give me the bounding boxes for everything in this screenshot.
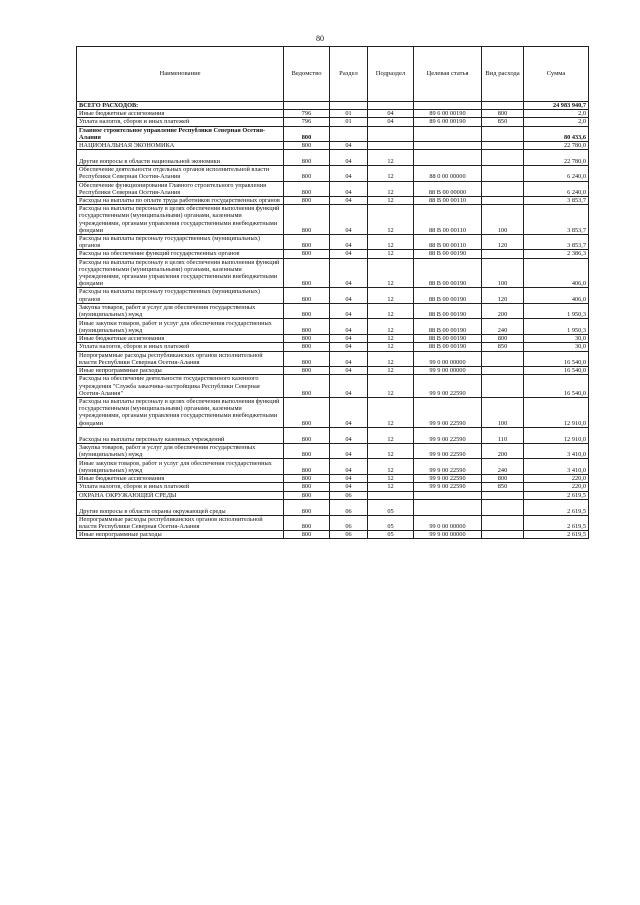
cell-razd: 04 (330, 319, 368, 335)
cell-vid (482, 102, 524, 110)
cell-podrazd (368, 126, 414, 141)
cell-podrazd: 12 (368, 205, 414, 235)
table-row (77, 150, 589, 166)
cell-name: Обеспечение деятельности отдельных органов исполнительной власти Республики Северная Осетия-Алания (77, 166, 284, 181)
cell-razd: 04 (330, 367, 368, 375)
cell-target: 99 9 00 00000 (414, 367, 482, 375)
cell-sum: 1 950,3 (524, 319, 589, 335)
cell-vid (482, 367, 524, 375)
cell-ved: 800 (284, 343, 330, 351)
cell-target (414, 102, 482, 110)
table-row (77, 142, 589, 150)
cell-vid: 200 (482, 443, 524, 458)
cell-sum: 1 950,3 (524, 303, 589, 318)
cell-ved: 800 (284, 427, 330, 443)
cell-podrazd: 12 (368, 335, 414, 343)
cell-vid (482, 181, 524, 196)
cell-razd: 04 (330, 142, 368, 150)
cell-podrazd: 12 (368, 235, 414, 250)
cell-sum: 30,0 (524, 335, 589, 343)
table-row (77, 351, 589, 366)
cell-ved: 800 (284, 483, 330, 491)
cell-vid (482, 250, 524, 258)
cell-target: 88 В 00 00190 (414, 303, 482, 318)
table-row (77, 197, 589, 205)
cell-vid (482, 197, 524, 205)
cell-name: Иные бюджетные ассигнования (77, 335, 284, 343)
cell-podrazd (368, 142, 414, 150)
cell-vid (482, 126, 524, 141)
cell-target: 88 В 00 00110 (414, 197, 482, 205)
cell-podrazd: 12 (368, 288, 414, 303)
table-row (77, 181, 589, 196)
table-row (77, 459, 589, 475)
cell-sum: 2 619,5 (524, 515, 589, 530)
cell-vid (482, 515, 524, 530)
table-row (77, 319, 589, 335)
cell-razd: 04 (330, 397, 368, 427)
cell-podrazd: 12 (368, 197, 414, 205)
cell-ved: 800 (284, 319, 330, 335)
cell-razd (330, 102, 368, 110)
cell-podrazd: 12 (368, 427, 414, 443)
cell-sum: 2 619,5 (524, 499, 589, 515)
cell-target: 88 В 00 00190 (414, 343, 482, 351)
cell-sum: 6 240,0 (524, 181, 589, 196)
cell-vid (482, 491, 524, 499)
cell-target (414, 499, 482, 515)
cell-target: 88 В 00 00000 (414, 181, 482, 196)
cell-ved: 800 (284, 142, 330, 150)
cell-name: Иные закупки товаров, работ и услуг для обеспечения государственных (муниципальных) нужд (77, 459, 284, 475)
cell-razd: 04 (330, 375, 368, 398)
cell-podrazd: 12 (368, 443, 414, 458)
cell-sum: 406,0 (524, 258, 589, 288)
cell-sum: 24 983 940,7 (524, 102, 589, 110)
cell-vid: 800 (482, 475, 524, 483)
cell-ved: 800 (284, 351, 330, 366)
cell-sum: 2 619,5 (524, 491, 589, 499)
cell-vid: 240 (482, 459, 524, 475)
table-row (77, 250, 589, 258)
cell-name: Закупка товаров, работ и услуг для обеспечения государственных (муниципальных) нужд (77, 443, 284, 458)
cell-podrazd: 12 (368, 250, 414, 258)
cell-razd: 06 (330, 499, 368, 515)
cell-razd: 04 (330, 351, 368, 366)
cell-ved: 800 (284, 235, 330, 250)
table-row (77, 288, 589, 303)
cell-ved: 800 (284, 397, 330, 427)
cell-name: Иные непрограммные расходы (77, 367, 284, 375)
cell-name: Другие вопросы в области охраны окружающей среды (77, 499, 284, 515)
table-header-row (77, 47, 589, 102)
budget-table (76, 46, 589, 539)
cell-sum: 6 240,0 (524, 166, 589, 181)
cell-ved: 800 (284, 515, 330, 530)
cell-target: 88 В 00 00110 (414, 205, 482, 235)
table-body (77, 102, 589, 539)
cell-name: Главное строительное управление Республики Северная Осетия-Алания (77, 126, 284, 141)
cell-target: 88 В 00 00190 (414, 319, 482, 335)
cell-name: Расходы на обеспечение функций государственных органов (77, 250, 284, 258)
cell-podrazd: 04 (368, 118, 414, 126)
cell-ved: 800 (284, 459, 330, 475)
cell-vid (482, 166, 524, 181)
cell-vid: 100 (482, 397, 524, 427)
cell-razd: 04 (330, 335, 368, 343)
cell-name: Иные непрограммные расходы (77, 531, 284, 539)
cell-podrazd: 04 (368, 110, 414, 118)
cell-ved: 800 (284, 335, 330, 343)
table-row (77, 531, 589, 539)
cell-ved: 800 (284, 258, 330, 288)
cell-ved: 800 (284, 126, 330, 141)
cell-vid: 100 (482, 258, 524, 288)
cell-target: 88 В 00 00110 (414, 235, 482, 250)
cell-sum: 12 910,0 (524, 427, 589, 443)
cell-razd: 04 (330, 181, 368, 196)
cell-sum: 22 780,0 (524, 142, 589, 150)
cell-podrazd: 12 (368, 475, 414, 483)
table-row (77, 427, 589, 443)
table-row (77, 475, 589, 483)
table-row (77, 118, 589, 126)
cell-sum: 220,0 (524, 483, 589, 491)
cell-razd: 01 (330, 110, 368, 118)
cell-vid: 800 (482, 110, 524, 118)
cell-razd: 04 (330, 483, 368, 491)
cell-ved: 800 (284, 443, 330, 458)
column-header-razd: Раздел (330, 47, 368, 102)
cell-target: 89 6 00 00190 (414, 110, 482, 118)
cell-name: Закупка товаров, работ и услуг для обеспечения государственных (муниципальных) нужд (77, 303, 284, 318)
cell-target: 99 9 00 00000 (414, 531, 482, 539)
table-row (77, 166, 589, 181)
cell-sum: 2,0 (524, 110, 589, 118)
cell-target: 99 0 00 00000 (414, 351, 482, 366)
cell-target: 88 В 00 00190 (414, 250, 482, 258)
cell-name: Уплата налогов, сборов и иных платежей (77, 343, 284, 351)
cell-podrazd: 12 (368, 351, 414, 366)
page-number: 80 (316, 34, 324, 43)
cell-target: 99 9 00 22590 (414, 459, 482, 475)
column-header-vid: Вид расхода (482, 47, 524, 102)
cell-podrazd: 12 (368, 319, 414, 335)
cell-target: 99 9 00 22590 (414, 475, 482, 483)
table-row (77, 483, 589, 491)
cell-sum: 16 540,0 (524, 351, 589, 366)
cell-sum: 30,0 (524, 343, 589, 351)
cell-podrazd: 12 (368, 483, 414, 491)
cell-target: 99 9 00 22590 (414, 397, 482, 427)
cell-razd: 04 (330, 303, 368, 318)
table-row (77, 499, 589, 515)
cell-vid: 850 (482, 343, 524, 351)
cell-name: НАЦИОНАЛЬНАЯ ЭКОНОМИКА (77, 142, 284, 150)
cell-target (414, 150, 482, 166)
cell-razd: 04 (330, 235, 368, 250)
cell-target: 99 0 00 00000 (414, 515, 482, 530)
cell-name: Непрограммные расходы республиканских органов исполнительной власти Республики Северная Осетия-Алания (77, 351, 284, 366)
cell-name: Расходы на выплаты по оплате труда работников государственных органов (77, 197, 284, 205)
table-row (77, 491, 589, 499)
cell-sum: 220,0 (524, 475, 589, 483)
cell-target: 99 9 00 22590 (414, 427, 482, 443)
cell-name: Обеспечение функционирования Главного строительного управления Республики Северная Осетия-Алания (77, 181, 284, 196)
cell-target (414, 142, 482, 150)
cell-razd: 04 (330, 166, 368, 181)
cell-ved: 800 (284, 367, 330, 375)
cell-razd: 04 (330, 250, 368, 258)
cell-podrazd: 12 (368, 181, 414, 196)
cell-ved: 796 (284, 118, 330, 126)
cell-ved: 800 (284, 181, 330, 196)
cell-target: 88 0 00 00000 (414, 166, 482, 181)
cell-ved: 800 (284, 475, 330, 483)
cell-name: Расходы на выплаты персоналу государственных (муниципальных) органов (77, 235, 284, 250)
cell-target: 88 В 00 00190 (414, 288, 482, 303)
cell-target: 89 6 00 00190 (414, 118, 482, 126)
cell-razd: 06 (330, 491, 368, 499)
cell-target: 88 В 00 00190 (414, 335, 482, 343)
cell-sum: 16 540,0 (524, 375, 589, 398)
table-row (77, 515, 589, 530)
cell-target: 99 9 00 22590 (414, 375, 482, 398)
cell-vid (482, 375, 524, 398)
cell-razd (330, 126, 368, 141)
cell-vid (482, 499, 524, 515)
cell-podrazd: 12 (368, 258, 414, 288)
cell-vid: 800 (482, 335, 524, 343)
cell-name: Расходы на обеспечение деятельности государственного казенного учреждения "Служба заказчика-застройщика Республики Северная Осетия-Алания" (77, 375, 284, 398)
cell-ved: 800 (284, 531, 330, 539)
cell-ved: 800 (284, 166, 330, 181)
table-row (77, 205, 589, 235)
cell-razd: 06 (330, 531, 368, 539)
cell-sum: 3 410,0 (524, 443, 589, 458)
cell-sum: 22 780,0 (524, 150, 589, 166)
cell-ved: 796 (284, 110, 330, 118)
cell-razd: 04 (330, 343, 368, 351)
column-header-name: Наименование (77, 47, 284, 102)
cell-sum: 3 853,7 (524, 235, 589, 250)
cell-name: Расходы на выплаты персоналу в целях обеспечения выполнения функций государственными (муниципальными) органами, казенными учреждениями, органами управления государственными внебюджетными фондами (77, 258, 284, 288)
cell-vid (482, 531, 524, 539)
table-row (77, 110, 589, 118)
cell-razd: 04 (330, 475, 368, 483)
cell-razd: 04 (330, 258, 368, 288)
cell-ved: 800 (284, 205, 330, 235)
cell-podrazd: 05 (368, 515, 414, 530)
cell-sum: 3 853,7 (524, 197, 589, 205)
cell-podrazd: 12 (368, 303, 414, 318)
column-header-podrazd: Подраздел (368, 47, 414, 102)
cell-podrazd: 05 (368, 499, 414, 515)
cell-sum: 16 540,0 (524, 367, 589, 375)
cell-vid (482, 351, 524, 366)
table-row (77, 335, 589, 343)
cell-ved: 800 (284, 303, 330, 318)
cell-name: Уплата налогов, сборов и иных платежей (77, 483, 284, 491)
column-header-ved: Ведомство (284, 47, 330, 102)
cell-sum: 12 910,0 (524, 397, 589, 427)
table-row (77, 235, 589, 250)
cell-vid: 100 (482, 205, 524, 235)
cell-sum: 80 433,6 (524, 126, 589, 141)
cell-vid: 850 (482, 118, 524, 126)
cell-ved: 800 (284, 491, 330, 499)
table-row (77, 102, 589, 110)
cell-vid: 120 (482, 235, 524, 250)
cell-ved: 800 (284, 250, 330, 258)
cell-podrazd: 12 (368, 397, 414, 427)
table-row (77, 258, 589, 288)
table-row (77, 443, 589, 458)
cell-podrazd (368, 102, 414, 110)
cell-ved: 800 (284, 150, 330, 166)
table-row (77, 375, 589, 398)
table-row (77, 126, 589, 141)
cell-podrazd: 12 (368, 150, 414, 166)
cell-ved: 800 (284, 375, 330, 398)
cell-target (414, 491, 482, 499)
cell-name: Непрограммные расходы республиканских органов исполнительной власти Республики Северная Осетия-Алания (77, 515, 284, 530)
cell-razd: 04 (330, 288, 368, 303)
cell-sum: 406,0 (524, 288, 589, 303)
cell-target: 99 9 00 22590 (414, 443, 482, 458)
cell-podrazd: 05 (368, 531, 414, 539)
cell-razd: 04 (330, 150, 368, 166)
cell-vid: 120 (482, 288, 524, 303)
cell-name: Иные бюджетные ассигнования (77, 110, 284, 118)
cell-podrazd: 12 (368, 459, 414, 475)
cell-name: Иные бюджетные ассигнования (77, 475, 284, 483)
cell-sum: 2,0 (524, 118, 589, 126)
cell-name: Расходы на выплаты персоналу государственных (муниципальных) органов (77, 288, 284, 303)
cell-razd: 04 (330, 205, 368, 235)
cell-ved: 800 (284, 288, 330, 303)
cell-sum: 3 410,0 (524, 459, 589, 475)
cell-razd: 06 (330, 515, 368, 530)
cell-vid (482, 142, 524, 150)
cell-podrazd: 12 (368, 367, 414, 375)
cell-name: Расходы на выплаты персоналу в целях обеспечения выполнения функций государственными (муниципальными) органами, казенными учреждениями, органами управления государственными внебюджетными фондами (77, 205, 284, 235)
cell-sum: 3 853,7 (524, 205, 589, 235)
cell-ved: 800 (284, 499, 330, 515)
cell-razd: 04 (330, 459, 368, 475)
cell-name: Уплата налогов, сборов и иных платежей (77, 118, 284, 126)
cell-razd: 01 (330, 118, 368, 126)
cell-ved: 800 (284, 197, 330, 205)
cell-vid: 200 (482, 303, 524, 318)
cell-name: Иные закупки товаров, работ и услуг для обеспечения государственных (муниципальных) нужд (77, 319, 284, 335)
cell-target (414, 126, 482, 141)
cell-razd: 04 (330, 197, 368, 205)
cell-vid (482, 150, 524, 166)
cell-vid: 240 (482, 319, 524, 335)
cell-target: 88 В 00 00190 (414, 258, 482, 288)
column-header-target: Целевая статья (414, 47, 482, 102)
cell-vid: 110 (482, 427, 524, 443)
cell-razd: 04 (330, 443, 368, 458)
cell-sum: 2 619,5 (524, 531, 589, 539)
cell-vid: 850 (482, 483, 524, 491)
cell-podrazd: 12 (368, 166, 414, 181)
cell-name: Другие вопросы в области национальной экономики (77, 150, 284, 166)
cell-podrazd (368, 491, 414, 499)
table-row (77, 343, 589, 351)
cell-name: Расходы на выплаты персоналу казенных учреждений (77, 427, 284, 443)
table-row (77, 367, 589, 375)
cell-podrazd: 12 (368, 343, 414, 351)
cell-name: ОХРАНА ОКРУЖАЮЩЕЙ СРЕДЫ (77, 491, 284, 499)
cell-sum: 2 386,3 (524, 250, 589, 258)
cell-name: Расходы на выплаты персоналу в целях обеспечения выполнения функций государственными (муниципальными) органами, казенными учреждениями, органами управления государственными внебюджетными фондами (77, 397, 284, 427)
cell-target: 99 9 00 22590 (414, 483, 482, 491)
table-row (77, 397, 589, 427)
column-header-sum: Сумма (524, 47, 589, 102)
cell-ved (284, 102, 330, 110)
cell-razd: 04 (330, 427, 368, 443)
cell-podrazd: 12 (368, 375, 414, 398)
table-row (77, 303, 589, 318)
cell-name: ВСЕГО РАСХОДОВ: (77, 102, 284, 110)
